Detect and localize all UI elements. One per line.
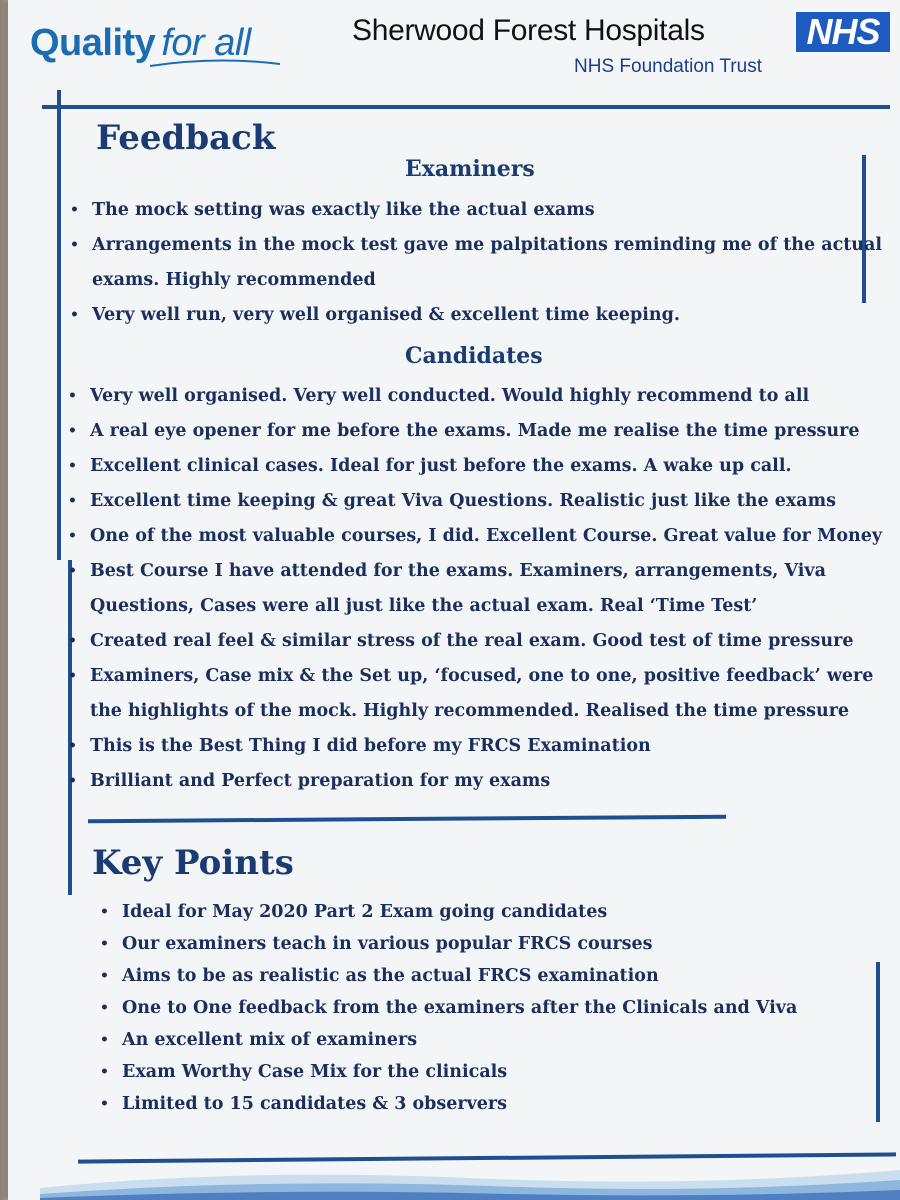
candidates-list	[68, 379, 883, 799]
item-text: exams. Highly recommended	[92, 270, 376, 290]
bullet-icon: •	[68, 563, 77, 579]
list-item	[100, 1088, 797, 1120]
list-item	[68, 379, 882, 414]
list-item	[68, 449, 882, 484]
item-text: An excellent mix of examiners	[122, 1030, 418, 1050]
org-name: Sherwood Forest Hospitals	[352, 14, 705, 47]
item-text: Best Course I have attended for the exams. Examiners, arrangements, Viva	[90, 561, 826, 581]
key-points-title: Key Points	[92, 843, 294, 883]
quality-word: Quality	[30, 22, 156, 64]
list-item	[100, 928, 797, 960]
item-text: Ideal for May 2020 Part 2 Exam going candidates	[122, 902, 608, 922]
left-rule-lower	[68, 560, 72, 895]
top-rule	[42, 105, 890, 109]
bullet-icon: •	[68, 528, 77, 544]
bullet-icon: •	[100, 1064, 109, 1080]
item-text: One of the most valuable courses, I did. Excellent Course. Great value for Money	[90, 526, 883, 546]
list-item	[70, 228, 883, 263]
bullet-icon: •	[100, 936, 109, 952]
item-text: The mock setting was exactly like the actual exams	[92, 200, 595, 220]
list-item	[100, 1056, 797, 1088]
list-item	[68, 519, 883, 554]
bullet-icon: •	[68, 458, 77, 474]
item-text: Examiners, Case mix & the Set up, ‘focused, one to one, positive feedback’ were	[90, 666, 874, 686]
left-rule-upper	[57, 90, 61, 560]
list-item	[68, 554, 882, 589]
list-item	[100, 992, 798, 1024]
list-item	[70, 193, 882, 228]
bullet-icon: •	[68, 493, 77, 509]
item-text: This is the Best Thing I did before my FRCS Examination	[90, 736, 651, 756]
bullet-icon: •	[68, 668, 77, 684]
bullet-icon: •	[100, 1032, 109, 1048]
bullet-icon: •	[70, 202, 79, 218]
candidates-heading: Candidates	[405, 343, 543, 369]
bullet-icon: •	[100, 1096, 109, 1112]
bullet-icon: •	[70, 237, 79, 253]
bullet-icon: •	[100, 1000, 109, 1016]
list-item	[68, 659, 882, 694]
bullet-icon: •	[68, 773, 77, 789]
examiners-list	[70, 193, 883, 333]
right-rule-lower	[876, 962, 880, 1122]
list-item-continuation	[90, 694, 882, 729]
bullet-icon: •	[68, 423, 77, 439]
feedback-title: Feedback	[96, 118, 276, 158]
list-item	[100, 1024, 797, 1056]
bullet-icon: •	[68, 633, 77, 649]
item-text: Our examiners teach in various popular FRCS courses	[122, 934, 653, 954]
list-item	[68, 624, 882, 659]
list-item-continuation	[92, 263, 882, 298]
list-item	[100, 960, 797, 992]
bullet-icon: •	[70, 307, 79, 323]
item-text: Excellent clinical cases. Ideal for just before the exams. A wake up call.	[90, 456, 792, 476]
bullet-icon: •	[100, 968, 109, 984]
nhs-logo: NHS	[796, 12, 890, 52]
item-text: Limited to 15 candidates & 3 observers	[122, 1094, 507, 1114]
item-text: Very well organised. Very well conducted. Would highly recommend to all	[90, 386, 810, 406]
bullet-icon: •	[100, 904, 109, 920]
list-item	[68, 729, 882, 764]
item-text: A real eye opener for me before the exams. Made me realise the time pressure	[90, 421, 860, 441]
list-item	[68, 764, 882, 799]
key-points-list	[100, 896, 798, 1120]
bullet-icon: •	[68, 388, 77, 404]
org-subtitle: NHS Foundation Trust	[574, 56, 762, 77]
item-text: Aims to be as realistic as the actual FRCS examination	[122, 966, 659, 986]
logo-swoosh-icon	[150, 58, 280, 68]
examiners-heading: Examiners	[405, 156, 535, 182]
item-text: One to One feedback from the examiners after the Clinicals and Viva	[122, 998, 798, 1018]
item-text: Very well run, very well organised & excellent time keeping.	[92, 305, 680, 325]
item-text: Arrangements in the mock test gave me palpitations reminding me of the actual	[92, 235, 883, 255]
footer-wave-decoration	[40, 1160, 900, 1200]
item-text: Brilliant and Perfect preparation for my exams	[90, 771, 551, 791]
list-item	[70, 298, 882, 333]
item-text: Questions, Cases were all just like the actual exam. Real ‘Time Test’	[90, 596, 758, 616]
for-all-word: for all	[161, 22, 251, 64]
item-text: Exam Worthy Case Mix for the clinicals	[122, 1062, 508, 1082]
list-item	[68, 484, 882, 519]
bullet-icon: •	[68, 738, 77, 754]
list-item	[100, 896, 797, 928]
item-text: Excellent time keeping & great Viva Questions. Realistic just like the exams	[90, 491, 837, 511]
list-item-continuation	[90, 589, 882, 624]
list-item	[68, 414, 882, 449]
item-text: Created real feel & similar stress of the real exam. Good test of time pressure	[90, 631, 854, 651]
item-text: the highlights of the mock. Highly recommended. Realised the time pressure	[90, 701, 850, 721]
